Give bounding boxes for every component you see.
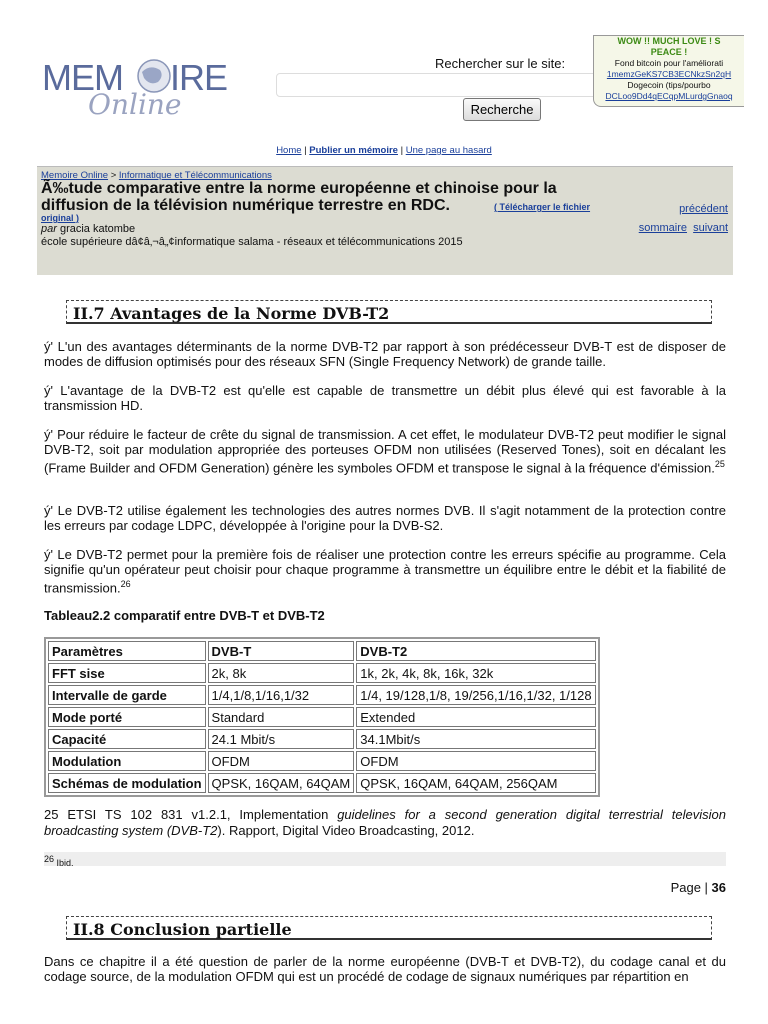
author-prefix: par	[41, 223, 57, 235]
document-title: Ã‰tude comparative entre la norme européenne et chinoise pour la diffusion de la télévision numérique terrestre en RDC.	[41, 180, 557, 214]
bitcoin-address-link[interactable]: 1memzGeKS7CB3ECNkzSn2qH	[606, 69, 732, 79]
table-cell: 24.1 Mbit/s	[208, 729, 355, 749]
paragraph-text: ý' L'avantage de la DVB-T2 est qu'elle est capable de transmettre un débit plus élevé qui est favorable à la transmission HD.	[44, 383, 726, 413]
svg-text:IRE: IRE	[170, 57, 228, 98]
random-page-link[interactable]: Une page au hasard	[405, 145, 492, 156]
footnote-number: 26	[44, 854, 55, 864]
search-button[interactable]: Recherche	[463, 98, 541, 121]
table-cell: FFT sise	[48, 663, 206, 683]
page-number	[671, 880, 726, 895]
table-cell: 34.1Mbit/s	[356, 729, 595, 749]
paragraph	[44, 427, 726, 475]
page-number-value: 36	[711, 880, 726, 895]
previous-link[interactable]: précédent	[679, 203, 728, 215]
page-nav	[639, 222, 728, 234]
table-cell: Schémas de modulation	[48, 773, 206, 793]
donate-line5: Dogecoin (tips/pourbo	[627, 80, 711, 90]
paragraph-text: ý' Pour réduire le facteur de crête du signal de transmission. A cet effet, le modulateur DVB-T2 peut modifier le signal DVB-T2, soit par modulation appropriée des porteuses OFDM non utilisées (Reserved Tones), soit en décalant les (Frame Builder and OFDM Generation) génère les symboles OFDM et transpose le signal à la fréquence d'émission.	[44, 427, 726, 476]
paragraph-text: ý' L'un des avantages déterminants de la norme DVB-T2 par rapport à son prédécesseur DVB-T est de disposer de modes de diffusion optimisés pour des réseaux SFN (Single Frequency Network) de grande taille.	[44, 339, 726, 369]
page-label: Page |	[670, 880, 712, 895]
nav-separator: |	[397, 145, 406, 156]
table-cell: QPSK, 16QAM, 64QAM, 256QAM	[356, 773, 595, 793]
donation-box	[593, 35, 744, 107]
table-cell: Mode porté	[48, 707, 206, 727]
search-input[interactable]	[276, 73, 600, 97]
footnote-26	[44, 852, 726, 866]
table-cell: Capacité	[48, 729, 206, 749]
download-original-link[interactable]: ( Télécharger le fichier	[494, 202, 591, 212]
section-heading: II.8 Conclusion partielle	[66, 916, 712, 940]
table-cell: 1/4,1/8,1/16,1/32	[208, 685, 355, 705]
table-cell: 1k, 2k, 4k, 8k, 16k, 32k	[356, 663, 595, 683]
paragraph-text: ý' Le DVB-T2 utilise également les technologies des autres normes DVB. Il s'agit notamment de la protection contre les erreurs par codage LDPC, développée à l'origine pour la DVB-S2.	[44, 503, 726, 533]
table-row	[48, 707, 596, 727]
table-caption: Tableau2.2 comparatif entre DVB-T et DVB-T2	[44, 608, 325, 623]
table-cell: QPSK, 16QAM, 64QAM	[208, 773, 355, 793]
table-cell: Standard	[208, 707, 355, 727]
table-cell: 1/4, 19/128,1/8, 19/256,1/16,1/32, 1/128	[356, 685, 595, 705]
paragraph	[44, 503, 726, 533]
footnote-ref[interactable]: 25	[714, 459, 725, 469]
paragraph	[44, 547, 726, 595]
table-row	[48, 751, 596, 771]
table-header-row	[48, 641, 596, 661]
breadcrumb-category-link[interactable]: Informatique et Télécommunications	[118, 170, 272, 181]
footnote-text: 25 ETSI TS 102 831 v1.2.1, Implementation	[44, 807, 338, 822]
paragraph: Dans ce chapitre il a été question de parler de la norme européenne (DVB-T et DVB-T2), du codage canal et du codage source, de la modulation OFDM qui est un procédé de codage de signaux numériques par répartition en	[44, 954, 726, 984]
section-heading: II.7 Avantages de la Norme DVB-T2	[66, 300, 712, 324]
summary-link[interactable]: sommaire	[638, 222, 688, 234]
author-line	[41, 223, 135, 235]
dogecoin-address-link[interactable]: DCLoo9Dd4qECqpMLurdgGnaoq	[605, 91, 733, 101]
table-header-cell: DVB-T	[208, 641, 355, 661]
footnote-ref[interactable]: 26	[120, 579, 131, 589]
next-link[interactable]: suivant	[693, 222, 728, 234]
table-cell: OFDM	[208, 751, 355, 771]
school-line: école supérieure dâ¢â‚¬â„¢informatique salama - réseaux et télécommunications 2015	[41, 236, 463, 248]
table-row	[48, 773, 596, 793]
table-row	[48, 663, 596, 683]
donate-line1: WOW !! MUCH LOVE ! S	[617, 36, 721, 46]
nav-separator: |	[301, 145, 310, 156]
author-name: gracia katombe	[56, 223, 136, 235]
footnote-25	[44, 807, 726, 839]
table-cell: Modulation	[48, 751, 206, 771]
memoire-online-logo[interactable]	[40, 52, 228, 122]
table-header-cell: DVB-T2	[356, 641, 595, 661]
svg-text:Online: Online	[88, 88, 182, 121]
paragraph	[44, 383, 726, 413]
table-cell: Extended	[356, 707, 595, 727]
footnote-italic: guidelines for a second generation digital terrestrial television broadcasting system (DVB-T2	[44, 807, 726, 838]
home-link[interactable]: Home	[276, 145, 302, 156]
donate-line2: PEACE !	[650, 47, 688, 57]
document-header	[37, 166, 733, 275]
table-header-cell: Paramètres	[48, 641, 206, 661]
comparison-table	[44, 637, 600, 797]
breadcrumb-site-link[interactable]: Memoire Online	[41, 170, 109, 181]
footnote-text: ). Rapport, Digital Video Broadcasting, 2012.	[217, 823, 475, 838]
paragraph-text: ý' Le DVB-T2 permet pour la première fois de réaliser une protection contre les erreurs spécifie au programme. Cela signifie qu'un opérateur peut choisir pour chaque programme à transmettre un équilibre entre le débit et la fiabilité de transmission.	[44, 547, 726, 596]
prev-nav	[679, 203, 728, 215]
table-row	[48, 729, 596, 749]
search-label: Rechercher sur le site:	[435, 56, 566, 71]
table-cell: Intervalle de garde	[48, 685, 206, 705]
table-cell: 2k, 8k	[208, 663, 355, 683]
publish-link[interactable]: Publier un mémoire	[309, 145, 398, 156]
table-cell: OFDM	[356, 751, 595, 771]
table-row	[48, 685, 596, 705]
svg-text:MEM: MEM	[42, 57, 123, 98]
top-navigation	[0, 145, 768, 156]
footnote-text: Ibid.	[54, 858, 74, 868]
download-original-link-cont[interactable]: original )	[41, 213, 79, 223]
paragraph	[44, 339, 726, 369]
breadcrumb-separator: >	[108, 170, 119, 181]
donate-line3: Fond bitcoin pour l'améliorati	[614, 58, 724, 68]
